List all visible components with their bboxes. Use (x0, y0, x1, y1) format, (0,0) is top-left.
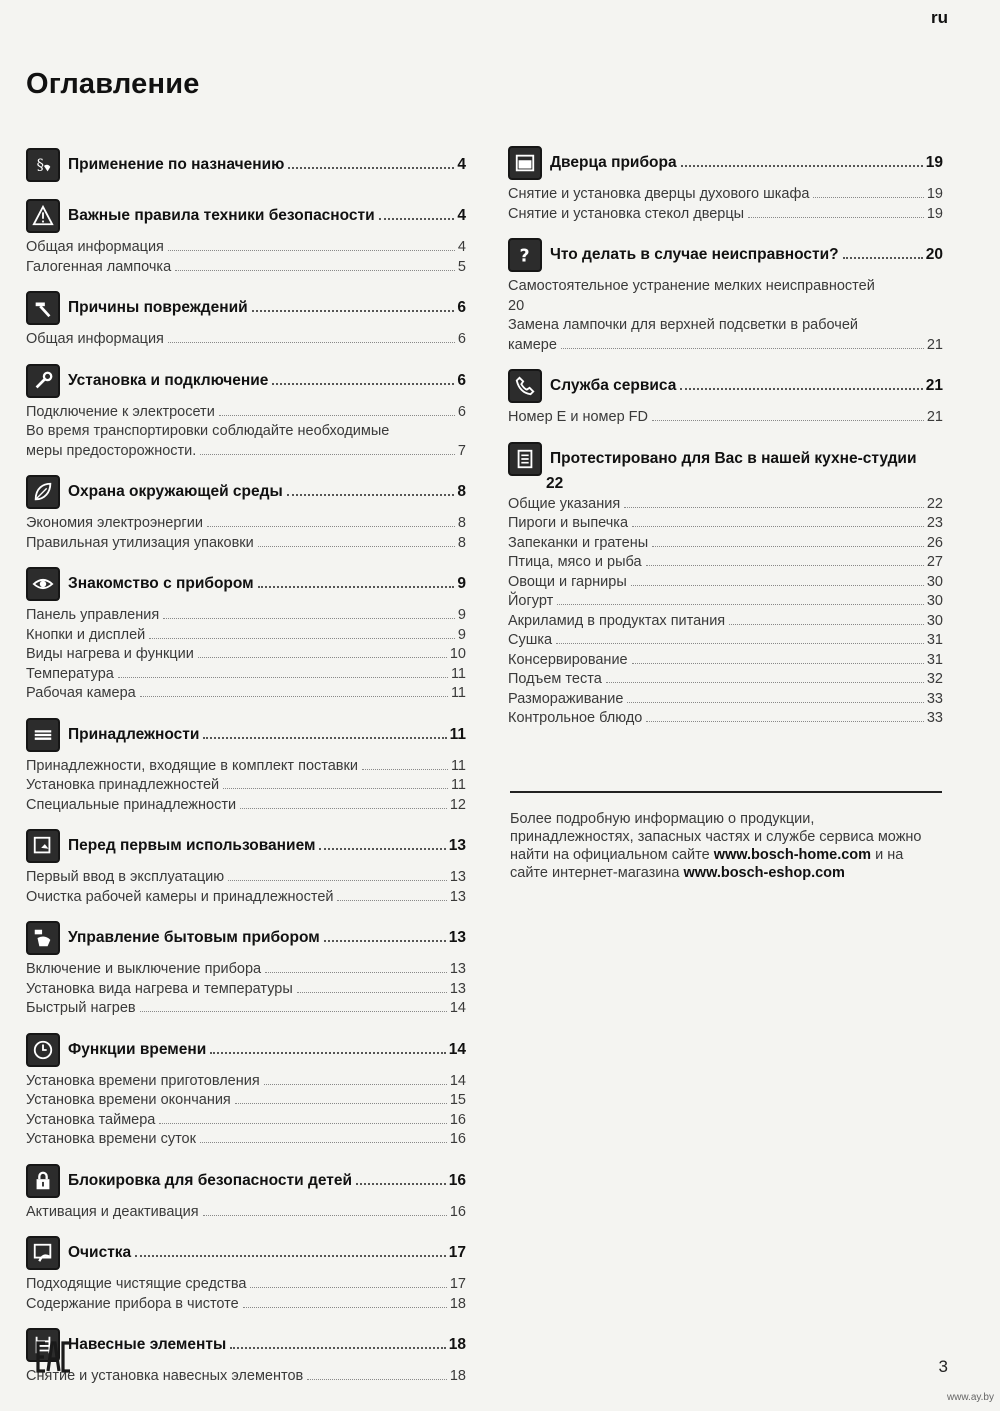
bosch-eshop-link[interactable]: www.bosch-eshop.com (683, 865, 845, 881)
leader-dots (337, 900, 446, 901)
leader-dots (297, 992, 447, 993)
toc-left-column (26, 145, 466, 1398)
section-page-number: 4 (457, 156, 466, 173)
entry-label: Установка вида нагрева и температуры (26, 980, 293, 997)
section-title: Причины повреждений (68, 299, 248, 316)
section-title: Охрана окружающей среды (68, 483, 283, 500)
leader-dots (240, 808, 447, 809)
toc-entry[interactable] (508, 277, 943, 316)
trays-icon (26, 718, 60, 752)
section-page-number: 20 (925, 246, 943, 263)
document-icon (508, 442, 542, 476)
entry-label: Принадлежности, входящие в комплект поставки (26, 757, 358, 774)
entry-label: Подъем теста (508, 671, 602, 687)
entry-page-number: 9 (457, 607, 466, 623)
toc-section-heading[interactable] (508, 439, 943, 479)
toc-section (26, 1161, 466, 1223)
leader-dots (324, 940, 446, 942)
toc-section-heading[interactable] (26, 472, 466, 512)
page-number: 3 (938, 1357, 948, 1376)
entry-label: Снятие и установка стекол дверцы (508, 205, 745, 222)
toc-entry[interactable] (26, 665, 466, 685)
section-title: Принадлежности (68, 725, 200, 743)
entry-page-number: 23 (926, 515, 943, 531)
toc-section-heading[interactable] (26, 715, 466, 755)
toc-section (26, 196, 466, 277)
leader-dots (557, 604, 924, 605)
entry-page-number: 21 (926, 336, 943, 353)
entry-label: Виды нагрева и функции (26, 646, 194, 662)
entry-label: Снятие и установка навесных элементов (26, 1368, 304, 1384)
entry-page-number: 11 (450, 757, 466, 774)
section-title: Управление бытовым прибором (68, 929, 320, 946)
toc-entry[interactable] (26, 868, 466, 888)
entry-label: Галогенная лампочка (26, 258, 172, 275)
leader-dots (230, 1347, 446, 1349)
section-page-number: 13 (448, 837, 466, 854)
entry-label: Специальные принадлежности (26, 796, 237, 813)
toc-entry[interactable] (508, 316, 943, 355)
entry-page-number: 4 (457, 239, 466, 255)
entry-label: Йогурт (508, 593, 554, 609)
entry-page-number: 12 (449, 796, 466, 813)
toc-entry[interactable] (508, 651, 943, 671)
door-icon (508, 146, 542, 180)
leader-dots (118, 677, 448, 678)
toc-entry[interactable] (26, 403, 466, 423)
entry-page-number: 13 (449, 869, 466, 885)
toc-entry[interactable] (508, 408, 943, 428)
entry-page-number: 30 (926, 612, 943, 629)
leader-dots (556, 643, 924, 644)
toc-entry[interactable] (26, 258, 466, 278)
watermark: www.ay.by (946, 1392, 994, 1403)
entry-label: Экономия электроэнергии (26, 515, 203, 531)
entry-label: Установка таймера (26, 1111, 156, 1128)
hand-control-icon (26, 921, 60, 955)
entry-label: Первый ввод в эксплуатацию (26, 869, 225, 885)
leader-dots (362, 769, 448, 770)
entry-label: Подходящие чистящие средства (26, 1276, 247, 1292)
entry-label: Акриламид в продуктах питания (508, 612, 726, 629)
oven-hand-icon (26, 829, 60, 863)
entry-page-number: 15 (449, 1092, 466, 1108)
entry-page-number: 31 (926, 632, 943, 648)
entry-label: Установка принадлежностей (26, 777, 220, 793)
entry-label: Общая информация (26, 331, 164, 347)
toc-section (26, 918, 466, 1019)
toc-section-heading[interactable] (26, 918, 466, 958)
toc-entry[interactable] (508, 185, 943, 205)
section-title: Знакомство с прибором (68, 575, 254, 592)
toc-entry[interactable] (26, 1203, 466, 1223)
section-title: Служба сервиса (550, 377, 677, 394)
toc-entry[interactable] (508, 534, 943, 554)
toc-section-heading[interactable] (26, 1030, 466, 1070)
leader-dots (729, 624, 924, 625)
entry-label: Быстрый нагрев (26, 1000, 136, 1016)
toc-right-column (508, 143, 943, 740)
entry-label: Замена лампочки для верхней подсветки в рабочей (508, 317, 859, 333)
section-title: Навесные элементы (68, 1336, 227, 1353)
entry-label: Консервирование (508, 651, 628, 668)
entry-page-number: 16 (449, 1111, 466, 1128)
entry-page-number: 13 (449, 980, 466, 997)
hammer-icon (26, 291, 60, 325)
leader-dots (631, 585, 924, 586)
section-page-number: 6 (457, 371, 466, 389)
leader-dots (624, 507, 924, 508)
leader-dots (223, 788, 448, 789)
entry-label: Кнопки и дисплей (26, 626, 146, 643)
wrench-icon (26, 364, 60, 398)
toc-section (26, 1030, 466, 1150)
leader-dots (175, 270, 455, 271)
section-title: Очистка (68, 1244, 132, 1261)
entry-page-number: 7 (457, 442, 466, 459)
toc-entry[interactable] (26, 776, 466, 796)
entry-label: Подключение к электросети (26, 403, 215, 420)
entry-page-number: 21 (926, 409, 943, 425)
leader-dots (379, 218, 455, 220)
toc-section (26, 826, 466, 907)
toc-section-heading[interactable] (508, 235, 943, 275)
entry-page-number: 19 (926, 205, 943, 222)
leaf-icon (26, 475, 60, 509)
toc-entry[interactable] (26, 1111, 466, 1131)
toc-section-heading[interactable] (26, 196, 466, 236)
language-code: ru (931, 8, 948, 27)
section-page-number: 18 (448, 1336, 466, 1353)
toc-section-heading[interactable] (26, 1161, 466, 1201)
leader-dots (207, 526, 455, 527)
leader-dots (264, 1084, 447, 1085)
leader-dots (632, 663, 924, 664)
entry-label: Во время транспортировки соблюдайте необходимые (26, 423, 390, 439)
toc-entry[interactable] (26, 534, 466, 554)
entry-page-number: 14 (449, 1072, 466, 1089)
entry-page-number: 22 (926, 495, 943, 512)
leader-dots (210, 1052, 445, 1054)
leader-dots (561, 348, 924, 349)
section-page-number: 6 (457, 299, 466, 316)
section-title: Применение по назначению (68, 156, 285, 173)
toc-entry[interactable] (26, 626, 466, 646)
toc-entry[interactable] (26, 888, 466, 908)
leader-dots (272, 383, 454, 385)
section-page-number: 22 (546, 474, 564, 492)
section-title: Установка и подключение (68, 371, 269, 389)
entry-label: Номер E и номер FD (508, 409, 649, 425)
toc-section (26, 1233, 466, 1314)
entry-page-number: 26 (926, 534, 943, 551)
section-page-number: 14 (448, 1040, 466, 1058)
entry-page-number: 18 (449, 1295, 466, 1312)
section-title: Блокировка для безопасности детей (68, 1171, 352, 1189)
entry-page-number: 31 (926, 651, 943, 668)
entry-page-number: 14 (449, 1000, 466, 1016)
leader-dots (813, 197, 923, 198)
toc-entry[interactable] (26, 960, 466, 980)
entry-label: Содержание прибора в чистоте (26, 1295, 239, 1312)
warning-icon (26, 199, 60, 233)
info-note (510, 810, 942, 882)
leader-dots (843, 257, 923, 259)
toc-entry[interactable] (26, 1072, 466, 1092)
leader-dots (203, 737, 446, 739)
entry-label: Правильная утилизация упаковки (26, 534, 254, 551)
entry-page-number: 10 (449, 646, 466, 662)
toc-entry[interactable] (26, 645, 466, 665)
svg-text:?: ? (519, 246, 530, 266)
entry-page-number: 18 (449, 1368, 466, 1384)
toc-entry[interactable] (26, 999, 466, 1019)
info-divider (510, 791, 942, 793)
entry-page-number: 5 (457, 258, 466, 275)
entry-page-number: 30 (926, 573, 943, 590)
leader-dots (632, 526, 924, 527)
entry-page-number: 11 (450, 685, 466, 701)
entry-label-continued: камере (508, 336, 557, 353)
toc-section (26, 564, 466, 704)
toc-entry[interactable] (26, 757, 466, 777)
entry-label: Общая информация (26, 239, 164, 255)
bosch-home-link[interactable]: www.bosch-home.com (713, 847, 872, 863)
entry-label: Самостоятельное устранение мелких неисправностей (508, 278, 875, 294)
toc-section (26, 361, 466, 462)
entry-label: Установка времени суток (26, 1131, 196, 1147)
entry-label: Контрольное блюдо (508, 710, 643, 726)
toc-entry[interactable] (26, 1091, 466, 1111)
entry-label: Сушка (508, 632, 553, 648)
entry-label: Включение и выключение прибора (26, 961, 262, 977)
eac-mark-icon (36, 1339, 72, 1375)
toc-entry[interactable] (26, 684, 466, 704)
entry-page-number: 32 (926, 671, 943, 687)
section-page-number: 19 (925, 154, 943, 171)
entry-label: Рабочая камера (26, 685, 136, 701)
toc-entry[interactable] (26, 1130, 466, 1150)
toc-entry[interactable] (26, 1367, 466, 1387)
toc-section (26, 145, 466, 185)
section-page-number: 21 (925, 377, 943, 394)
leader-dots (680, 388, 922, 390)
entry-page-number: 19 (926, 186, 943, 202)
leader-dots (252, 310, 455, 312)
leader-dots (287, 494, 455, 496)
leader-dots (200, 454, 455, 455)
toc-section-heading[interactable] (26, 826, 466, 866)
entry-label: Панель управления (26, 607, 160, 623)
section-title: Важные правила техники безопасности (68, 207, 375, 224)
toc-section-heading[interactable] (26, 288, 466, 328)
toc-entry[interactable] (508, 690, 943, 710)
entry-label-continued: 20 (508, 297, 525, 314)
info-text-1: Более подробную информацию о продукции, принадлежностях, запасных частях и службе сервиса можно найти на официальном сайте (510, 811, 922, 863)
lock-icon (26, 1164, 60, 1198)
page-title: Оглавление (26, 68, 200, 100)
section-page-number: 13 (448, 929, 466, 946)
entry-label: Установка времени окончания (26, 1092, 231, 1108)
toc-entry[interactable] (508, 573, 943, 593)
toc-section (26, 715, 466, 816)
leader-dots (243, 1307, 447, 1308)
toc-section (26, 472, 466, 553)
toc-entry[interactable] (26, 330, 466, 350)
svg-text:§: § (36, 156, 44, 174)
toc-entry[interactable] (508, 709, 943, 729)
entry-page-number: 6 (457, 331, 466, 347)
toc-entry[interactable] (508, 205, 943, 225)
entry-label: Запеканки и гратены (508, 534, 649, 551)
toc-entry[interactable] (508, 612, 943, 632)
toc-entry[interactable] (508, 631, 943, 651)
cleaning-icon (26, 1236, 60, 1270)
entry-page-number: 8 (457, 534, 466, 551)
entry-label: Пироги и выпечка (508, 515, 629, 531)
leader-dots (149, 638, 455, 639)
entry-label: Овощи и гарниры (508, 573, 627, 590)
leader-dots (135, 1255, 446, 1257)
section-title: Дверца прибора (550, 154, 677, 171)
section-page-number: 16 (448, 1171, 466, 1189)
entry-page-number: 13 (449, 888, 466, 905)
leader-dots (168, 342, 455, 343)
leader-dots (681, 165, 923, 167)
phone-icon (508, 369, 542, 403)
entry-page-number: 6 (457, 403, 466, 420)
toc-section (26, 288, 466, 350)
toc-entry[interactable] (508, 592, 943, 612)
leader-dots (203, 1215, 447, 1216)
entry-label-continued: меры предосторожности. (26, 442, 197, 459)
entry-label: Общие указания (508, 495, 621, 512)
toc-entry[interactable] (508, 514, 943, 534)
clock-icon (26, 1033, 60, 1067)
entry-page-number: 16 (449, 1131, 466, 1147)
section-title: Перед первым использованием (68, 837, 316, 854)
toc-section-heading[interactable] (26, 1233, 466, 1273)
toc-entry[interactable] (26, 514, 466, 534)
entry-page-number: 8 (457, 515, 466, 531)
leader-dots (258, 546, 455, 547)
toc-entry[interactable] (508, 495, 943, 515)
paragraph-icon (26, 148, 60, 182)
section-page-number: 17 (448, 1244, 466, 1261)
toc-entry[interactable] (508, 553, 943, 573)
leader-dots (265, 972, 447, 973)
toc-section-heading[interactable] (26, 361, 466, 401)
leader-dots (140, 1011, 447, 1012)
entry-page-number: 13 (449, 961, 466, 977)
toc-section-heading[interactable] (508, 143, 943, 183)
leader-dots (198, 657, 447, 658)
toc-section (508, 143, 943, 224)
leader-dots (288, 167, 454, 169)
toc-section-heading[interactable] (26, 145, 466, 185)
toc-section (508, 366, 943, 428)
entry-page-number: 11 (450, 777, 466, 793)
leader-dots (307, 1379, 447, 1380)
toc-entry[interactable] (26, 1275, 466, 1295)
leader-dots (258, 586, 455, 588)
leader-dots (168, 250, 455, 251)
leader-dots (319, 848, 445, 850)
toc-section (26, 1325, 466, 1387)
section-title: Что делать в случае неисправности? (550, 246, 839, 263)
leader-dots (606, 682, 924, 683)
toc-entry[interactable] (26, 422, 466, 461)
entry-label: Активация и деактивация (26, 1203, 199, 1220)
toc-section-heading[interactable] (26, 564, 466, 604)
section-page-number: 8 (457, 483, 466, 500)
leader-dots (356, 1183, 446, 1185)
toc-entry[interactable] (26, 1295, 466, 1315)
entry-page-number: 33 (926, 710, 943, 726)
section-title: Функции времени (68, 1040, 207, 1058)
toc-section-heading[interactable] (26, 1325, 466, 1365)
leader-dots (652, 546, 924, 547)
leader-dots (652, 420, 924, 421)
leader-dots (163, 618, 455, 619)
leader-dots (748, 217, 924, 218)
section-title: Протестировано для Вас в нашей кухне-студии (550, 449, 917, 467)
eye-icon (26, 567, 60, 601)
entry-page-number: 17 (449, 1276, 466, 1292)
toc-section-heading[interactable] (508, 366, 943, 406)
section-page-number: 9 (457, 575, 466, 592)
toc-entry[interactable] (508, 670, 943, 690)
entry-page-number: 33 (926, 690, 943, 707)
leader-dots (235, 1103, 447, 1104)
entry-label: Установка времени приготовления (26, 1072, 260, 1089)
entry-page-number: 16 (449, 1203, 466, 1220)
section-page-number: 4 (457, 207, 466, 224)
toc-entry[interactable] (26, 980, 466, 1000)
toc-entry[interactable] (26, 796, 466, 816)
entry-label: Птица, мясо и рыба (508, 554, 642, 570)
leader-dots (159, 1123, 446, 1124)
info-text-2: и на сайте интернет-магазина (510, 847, 904, 881)
entry-page-number: 27 (926, 554, 943, 570)
leader-dots (140, 696, 448, 697)
leader-dots (219, 415, 455, 416)
entry-label: Температура (26, 665, 114, 682)
section-page-number: 11 (449, 725, 466, 743)
entry-label: Снятие и установка дверцы духового шкафа (508, 186, 810, 202)
toc-entry[interactable] (26, 606, 466, 626)
leader-dots (200, 1142, 447, 1143)
leader-dots (646, 721, 924, 722)
toc-section (508, 439, 943, 729)
toc-section (508, 235, 943, 355)
entry-page-number: 9 (457, 626, 466, 643)
leader-dots (250, 1287, 446, 1288)
leader-dots (228, 880, 447, 881)
entry-label: Размораживание (508, 690, 624, 707)
leader-dots (627, 702, 923, 703)
entry-label: Очистка рабочей камеры и принадлежностей (26, 888, 334, 905)
question-icon (508, 238, 542, 272)
entry-page-number: 11 (450, 665, 466, 682)
entry-page-number: 30 (926, 593, 943, 609)
toc-entry[interactable] (26, 238, 466, 258)
leader-dots (646, 565, 924, 566)
